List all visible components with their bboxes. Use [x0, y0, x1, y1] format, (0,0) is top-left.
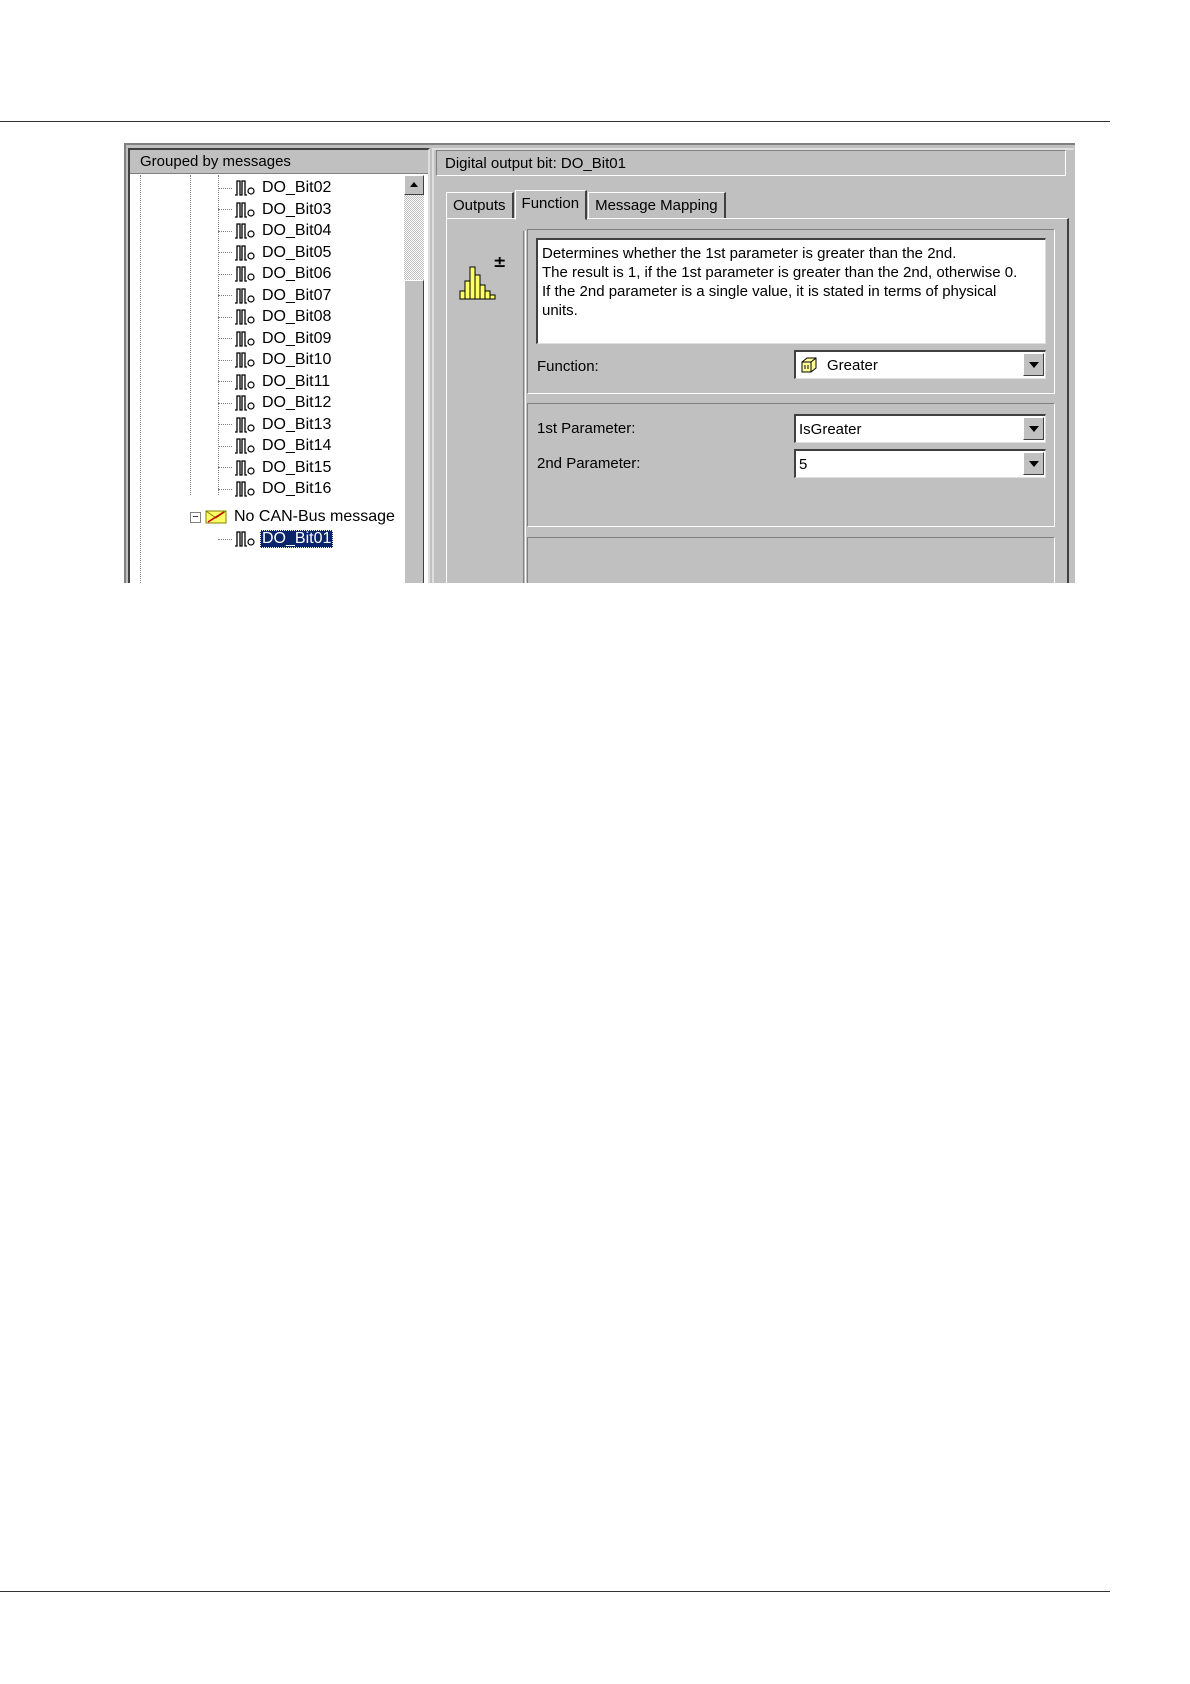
function-select[interactable] — [794, 350, 1046, 379]
function-description — [536, 238, 1046, 344]
tree-item-label: DO_Bit07 — [262, 286, 332, 304]
tree-item-signal[interactable] — [218, 220, 333, 242]
description-line: units. — [542, 302, 578, 319]
histogram-plus-minus-icon — [457, 253, 507, 303]
digital-signal-icon — [234, 244, 256, 262]
tree-scrollbar[interactable] — [404, 175, 424, 583]
description-line: The result is 1, if the 1st parameter is greater than the 2nd, otherwise 0. — [542, 264, 1018, 281]
tree-item-label: DO_Bit09 — [262, 329, 332, 347]
digital-signal-icon — [234, 351, 256, 369]
function-tab-body — [446, 218, 1069, 583]
tree-item-signal[interactable] — [218, 177, 333, 199]
function-group — [527, 229, 1055, 394]
tree-item-signal[interactable] — [218, 392, 333, 414]
tree-item-selected[interactable] — [218, 528, 333, 550]
tab-function[interactable]: Function — [515, 190, 588, 220]
scroll-thumb[interactable] — [404, 280, 424, 583]
tree-item-label: DO_Bit05 — [262, 243, 332, 261]
tree-item-signal[interactable] — [218, 478, 333, 500]
description-line: Determines whether the 1st parameter is greater than the 2nd. — [542, 245, 957, 262]
cube-icon — [799, 355, 819, 375]
param2-select[interactable] — [794, 449, 1046, 478]
digital-signal-icon — [234, 394, 256, 412]
arrow-up-icon — [410, 182, 418, 187]
selected-signal-label: DO_Bit01 — [262, 530, 332, 547]
digital-signal-icon — [234, 330, 256, 348]
tree-guide-line — [140, 175, 141, 583]
properties-pane — [432, 148, 1074, 583]
tree-item-signal[interactable] — [218, 328, 333, 350]
tree-item-label: DO_Bit04 — [262, 222, 332, 239]
tree-item-label: DO_Bit15 — [262, 458, 332, 476]
tree-group-node[interactable] — [190, 506, 397, 528]
tree-item-signal[interactable] — [218, 306, 333, 328]
digital-signal-icon — [234, 373, 256, 391]
icon-column-divider — [523, 231, 526, 583]
tree-item-signal[interactable] — [218, 457, 333, 479]
tree-item-label: DO_Bit11 — [262, 372, 331, 390]
extra-group — [527, 537, 1055, 583]
tree-pane — [128, 148, 430, 583]
param1-dropdown-button[interactable] — [1023, 417, 1044, 440]
tree-item-label: DO_Bit13 — [262, 415, 332, 433]
tree-item-label: DO_Bit03 — [262, 200, 332, 218]
param1-select[interactable] — [794, 414, 1046, 443]
digital-signal-icon — [234, 308, 256, 326]
tree-pane-header: Grouped by messages — [130, 150, 428, 174]
tree-item-signal[interactable] — [218, 414, 333, 436]
tree-item-label: DO_Bit14 — [262, 437, 332, 454]
digital-signal-icon — [234, 416, 256, 434]
tree-item-label: DO_Bit16 — [262, 480, 332, 497]
param2-dropdown-button[interactable] — [1023, 452, 1044, 475]
digital-signal-icon — [234, 480, 256, 498]
digital-signal-icon — [234, 179, 256, 197]
description-line: If the 2nd parameter is a single value, it is stated in terms of physical — [542, 283, 997, 300]
function-label: Function: — [537, 358, 599, 375]
screenshot-window — [124, 143, 1075, 583]
svg-text:±: ± — [493, 253, 507, 271]
function-dropdown-button[interactable] — [1023, 353, 1044, 376]
tab-outputs[interactable]: Outputs — [446, 192, 514, 218]
digital-signal-icon — [234, 530, 256, 548]
tree-item-signal[interactable] — [218, 285, 333, 307]
collapse-icon[interactable]: − — [190, 512, 201, 523]
page-bottom-rule — [0, 1591, 1110, 1592]
tab-strip — [446, 190, 727, 218]
tree-item-label: DO_Bit06 — [262, 265, 332, 282]
tree-item-signal[interactable] — [218, 199, 333, 221]
properties-header: Digital output bit: DO_Bit01 — [436, 150, 1066, 176]
tree-item-label: DO_Bit12 — [262, 394, 332, 411]
scroll-up-button[interactable] — [404, 175, 424, 195]
message-envelope-icon — [205, 509, 227, 525]
tree-group-label: No CAN-Bus message — [234, 508, 395, 525]
tree-item-label: DO_Bit08 — [262, 308, 332, 325]
tree-item-signal[interactable] — [218, 349, 333, 371]
digital-signal-icon — [234, 201, 256, 219]
tree-item-signal[interactable] — [218, 263, 333, 285]
digital-signal-icon — [234, 437, 256, 455]
tree-item-label: DO_Bit02 — [262, 179, 332, 196]
function-value: Greater — [827, 356, 878, 374]
parameters-group — [527, 403, 1055, 527]
tree-guide-line — [190, 175, 191, 495]
tab-message-mapping[interactable]: Message Mapping — [588, 192, 726, 218]
tree-item-label: DO_Bit10 — [262, 351, 332, 368]
digital-signal-icon — [234, 222, 256, 240]
digital-signal-icon — [234, 287, 256, 305]
tree-item-signal[interactable] — [218, 242, 333, 264]
tree-item-signal[interactable] — [218, 435, 333, 457]
param1-label: 1st Parameter: — [537, 420, 636, 437]
digital-signal-icon — [234, 265, 256, 283]
page-top-rule — [0, 121, 1110, 122]
param1-value: IsGreater — [799, 420, 862, 438]
digital-signal-icon — [234, 459, 256, 477]
param2-value: 5 — [799, 455, 808, 473]
param2-label: 2nd Parameter: — [537, 455, 641, 472]
tree-item-signal[interactable] — [218, 371, 332, 393]
